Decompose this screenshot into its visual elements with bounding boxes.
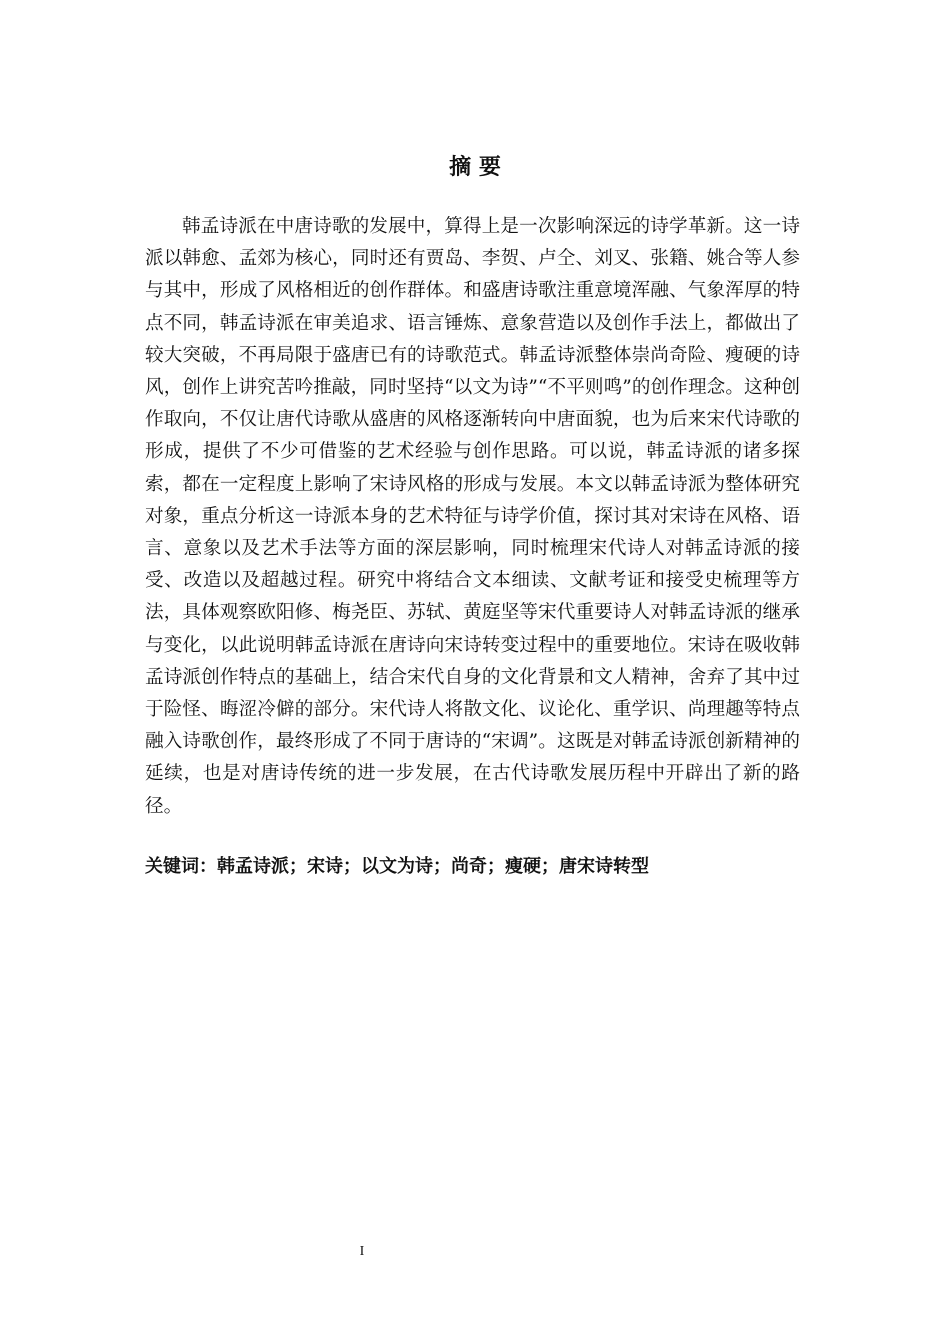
abstract-paragraph: 韩孟诗派在中唐诗歌的发展中，算得上是一次影响深远的诗学革新。这一诗派以韩愈、孟郊为核心，同时还有贾岛、李贺、卢仝、刘叉、张籍、姚合等人参与其中，形成了风格相近的创作群体。和盛唐诗歌注重意境浑融、气象浑厚的特点不同，韩孟诗派在审美追求、语言锤炼、意象营造以及创作手法上，都做出了较大突破，不再局限于盛唐已有的诗歌范式。韩孟诗派整体崇尚奇险、瘦硬的诗风，创作上讲究苦吟推敲，同时坚持“以文为诗”“不平则鸣”的创作理念。这种创作取向，不仅让唐代诗歌从盛唐的风格逐渐转向中唐面貌，也为后来宋代诗歌的形成，提供了不少可借鉴的艺术经验与创作思路。可以说，韩孟诗派的诸多探索，都在一定程度上影响了宋诗风格的形成与发展。本文以韩孟诗派为整体研究对象，重点分析这一诗派本身的艺术特征与诗学价值，探讨其对宋诗在风格、语言、意象以及艺术手法等方面的深层影响，同时梳理宋代诗人对韩孟诗派的接受、改造以及超越过程。研究中将结合文本细读、文献考证和接受史梳理等方法，具体观察欧阳修、梅尧臣、苏轼、黄庭坚等宋代重要诗人对韩孟诗派的继承与变化，以此说明韩孟诗派在唐诗向宋诗转变过程中的重要地位。宋诗在吸收韩孟诗派创作特点的基础上，结合宋代自身的文化背景和文人精神，舍弃了其中过于险怪、晦涩冷僻的部分。宋代诗人将散文化、议论化、重学识、尚理趣等特点融入诗歌创作，最终形成了不同于唐诗的“宋调”。这既是对韩孟诗派创新精神的延续，也是对唐诗传统的进一步发展，在古代诗歌发展历程中开辟出了新的路径。	[145, 216, 800, 817]
keywords-line	[145, 853, 800, 881]
abstract-title: 摘 要	[449, 155, 501, 180]
page-number: I	[359, 1244, 365, 1259]
keywords-label: 关键词：	[145, 856, 217, 877]
keywords-value: 韩孟诗派；宋诗；以文为诗；尚奇；瘦硬；唐宋诗转型	[217, 856, 649, 877]
